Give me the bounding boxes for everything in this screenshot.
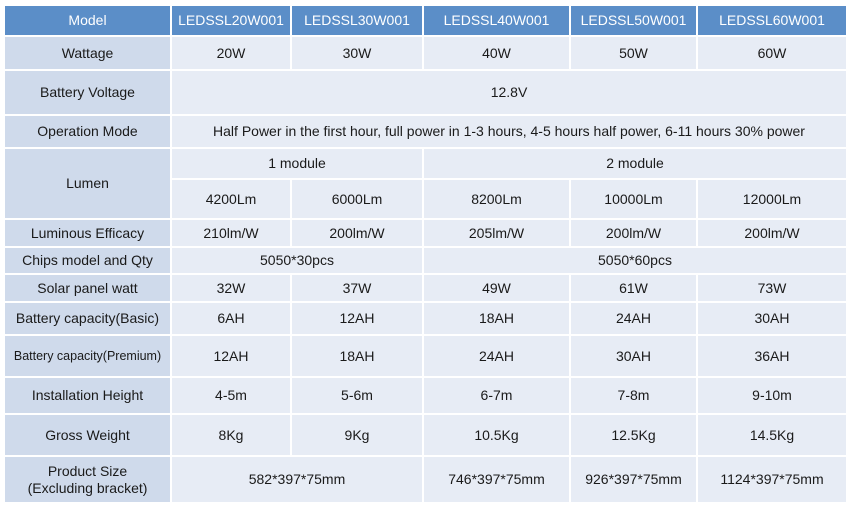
- model-header-3: LEDSSL40W001: [423, 5, 570, 36]
- gross-weight-value-4: 12.5Kg: [570, 414, 697, 456]
- product-size-value-1: 582*397*75mm: [171, 456, 423, 503]
- lumen-value-1: 4200Lm: [171, 179, 291, 219]
- installation-height-label: Installation Height: [4, 377, 171, 414]
- installation-height-value-5: 9-10m: [697, 377, 847, 414]
- spec-table: [3, 4, 848, 504]
- wattage-label: Wattage: [4, 36, 171, 70]
- product-size-row: [4, 456, 847, 503]
- solar-panel-value-1: 32W: [171, 274, 291, 302]
- lumen-group-1: 1 module: [171, 148, 423, 179]
- gross-weight-value-3: 10.5Kg: [423, 414, 570, 456]
- chips-label: Chips model and Qty: [4, 247, 171, 274]
- luminous-efficacy-label: Luminous Efficacy: [4, 219, 171, 247]
- installation-height-value-1: 4-5m: [171, 377, 291, 414]
- battery-voltage-label: Battery Voltage: [4, 70, 171, 115]
- battery-premium-row: [4, 335, 847, 377]
- gross-weight-row: [4, 414, 847, 456]
- lumen-value-4: 10000Lm: [570, 179, 697, 219]
- operation-mode-value: Half Power in the first hour, full power in 1-3 hours, 4-5 hours half power, 6-11 hours 30% power: [171, 115, 847, 148]
- luminous-efficacy-value-4: 200lm/W: [570, 219, 697, 247]
- gross-weight-value-2: 9Kg: [291, 414, 423, 456]
- lumen-group-2: 2 module: [423, 148, 847, 179]
- battery-premium-value-5: 36AH: [697, 335, 847, 377]
- chips-row: [4, 247, 847, 274]
- header-row: [4, 5, 847, 36]
- solar-panel-label: Solar panel watt: [4, 274, 171, 302]
- battery-premium-value-1: 12AH: [171, 335, 291, 377]
- luminous-efficacy-row: [4, 219, 847, 247]
- chips-value-2: 5050*60pcs: [423, 247, 847, 274]
- battery-basic-value-4: 24AH: [570, 302, 697, 335]
- gross-weight-label: Gross Weight: [4, 414, 171, 456]
- solar-panel-row: [4, 274, 847, 302]
- battery-premium-value-2: 18AH: [291, 335, 423, 377]
- wattage-value-1: 20W: [171, 36, 291, 70]
- battery-basic-value-1: 6AH: [171, 302, 291, 335]
- wattage-row: [4, 36, 847, 70]
- gross-weight-value-5: 14.5Kg: [697, 414, 847, 456]
- battery-premium-value-4: 30AH: [570, 335, 697, 377]
- installation-height-row: [4, 377, 847, 414]
- operation-mode-row: [4, 115, 847, 148]
- product-size-value-4: 1124*397*75mm: [697, 456, 847, 503]
- battery-basic-value-3: 18AH: [423, 302, 570, 335]
- operation-mode-label: Operation Mode: [4, 115, 171, 148]
- wattage-value-2: 30W: [291, 36, 423, 70]
- installation-height-value-4: 7-8m: [570, 377, 697, 414]
- product-size-label: [4, 456, 171, 503]
- gross-weight-value-1: 8Kg: [171, 414, 291, 456]
- model-header-1: LEDSSL20W001: [171, 5, 291, 36]
- battery-basic-value-5: 30AH: [697, 302, 847, 335]
- lumen-value-3: 8200Lm: [423, 179, 570, 219]
- solar-panel-value-5: 73W: [697, 274, 847, 302]
- model-header-5: LEDSSL60W001: [697, 5, 847, 36]
- luminous-efficacy-value-5: 200lm/W: [697, 219, 847, 247]
- wattage-value-3: 40W: [423, 36, 570, 70]
- battery-premium-label: Battery capacity(Premium): [4, 335, 171, 377]
- luminous-efficacy-value-3: 205lm/W: [423, 219, 570, 247]
- solar-panel-value-4: 61W: [570, 274, 697, 302]
- product-size-value-2: 746*397*75mm: [423, 456, 570, 503]
- product-size-label-line1: Product Size: [47, 462, 128, 479]
- model-header-4: LEDSSL50W001: [570, 5, 697, 36]
- solar-panel-value-3: 49W: [423, 274, 570, 302]
- lumen-group-row: [4, 148, 847, 179]
- battery-basic-row: [4, 302, 847, 335]
- installation-height-value-3: 6-7m: [423, 377, 570, 414]
- product-size-label-line2: (Excluding bracket): [27, 479, 148, 496]
- lumen-value-2: 6000Lm: [291, 179, 423, 219]
- luminous-efficacy-value-2: 200lm/W: [291, 219, 423, 247]
- battery-basic-label: Battery capacity(Basic): [4, 302, 171, 335]
- lumen-label: Lumen: [4, 148, 171, 219]
- battery-basic-value-2: 12AH: [291, 302, 423, 335]
- model-header: Model: [4, 5, 171, 36]
- battery-premium-value-3: 24AH: [423, 335, 570, 377]
- battery-voltage-row: [4, 70, 847, 115]
- installation-height-value-2: 5-6m: [291, 377, 423, 414]
- wattage-value-5: 60W: [697, 36, 847, 70]
- battery-voltage-value: 12.8V: [171, 70, 847, 115]
- solar-panel-value-2: 37W: [291, 274, 423, 302]
- luminous-efficacy-value-1: 210lm/W: [171, 219, 291, 247]
- lumen-value-5: 12000Lm: [697, 179, 847, 219]
- chips-value-1: 5050*30pcs: [171, 247, 423, 274]
- product-size-value-3: 926*397*75mm: [570, 456, 697, 503]
- model-header-2: LEDSSL30W001: [291, 5, 423, 36]
- wattage-value-4: 50W: [570, 36, 697, 70]
